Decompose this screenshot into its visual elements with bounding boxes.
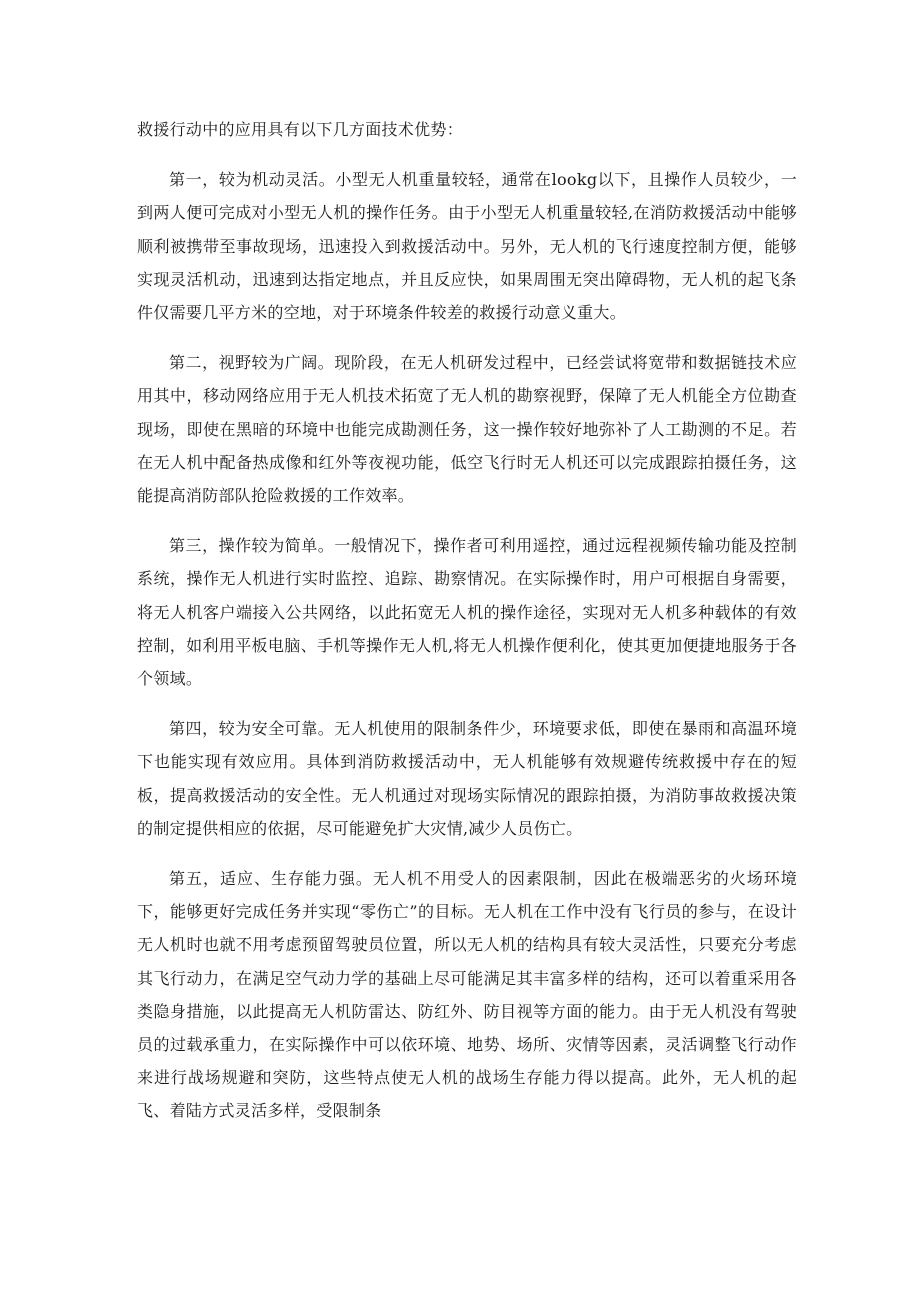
paragraph-intro: 救援行动中的应用具有以下几方面技术优势： — [137, 120, 464, 139]
paragraph-point-4: 第四，较为安全可靠。无人机使用的限制条件少，环境要求低，即使在暴雨和高温环境下也能实现有效应用。具体到消防救援活动中，无人机能够有效规避传统救援中存在的短板，提高救援活动的安全性。无人机通过对现场实际情况的跟踪拍摄，为消防事故救援决策的制定提供相应的依据，尽可能避免扩大灾情,减少人员伤亡。 — [137, 719, 797, 838]
document-body — [137, 113, 797, 1128]
paragraph-point-3: 第三，操作较为简单。一般情况下，操作者可利用遥控，通过远程视频传输功能及控制系统，操作无人机进行实时监控、追踪、勘察情况。在实际操作时，用户可根据自身需要，将无人机客户端接入公共网络，以此拓宽无人机的操作途径，实现对无人机多种载体的有效控制，如利用平板电脑、手机等操作无人机,将无人机操作便利化，使其更加便捷地服务于各个领域。 — [137, 536, 797, 689]
paragraph-point-5: 第五，适应、生存能力强。无人机不用受人的因素限制，因此在极端恶劣的火场环境下，能够更好完成任务并实现“零伤亡”的目标。无人机在工作中没有飞行员的参与，在设计无人机时也就不用考虑预留驾驶员位置，所以无人机的结构具有较大灵活性，只要充分考虑其飞行动力，在满足空气动力学的基础上尽可能满足其丰富多样的结构，还可以着重采用各类隐身措施，以此提高无人机防雷达、防红外、防目视等方面的能力。由于无人机没有驾驶员的过载承重力，在实际操作中可以依环境、地势、场所、灾情等因素，灵活调整飞行动作来进行战场规避和突防，这些特点使无人机的战场生存能力得以提高。此外，无人机的起飞、着陆方式灵活多样，受限制条 — [137, 869, 797, 1121]
paragraph-point-2: 第二，视野较为广阔。现阶段，在无人机研发过程中，已经尝试将宽带和数据链技术应用其中，移动网络应用于无人机技术拓宽了无人机的勘察视野，保障了无人机能全方位勘查现场，即使在黑暗的环境中也能完成勘测任务，这一操作较好地弥补了人工勘测的不足。若在无人机中配备热成像和红外等夜视功能，低空飞行时无人机还可以完成跟踪拍摄任务，这能提高消防部队抢险救援的工作效率。 — [137, 353, 797, 506]
paragraph-point-1: 第一，较为机动灵活。小型无人机重量较轻，通常在lookg以下，且操作人员较少，一到两人便可完成对小型无人机的操作任务。由于小型无人机重量较轻,在消防救援活动中能够顺利被携带至事故现场，迅速投入到救援活动中。另外，无人机的飞行速度控制方便，能够实现灵活机动，迅速到达指定地点，并且反应快，如果周围无突出障碍物，无人机的起飞条件仅需要几平方米的空地，对于环境条件较差的救援行动意义重大。 — [137, 170, 797, 323]
